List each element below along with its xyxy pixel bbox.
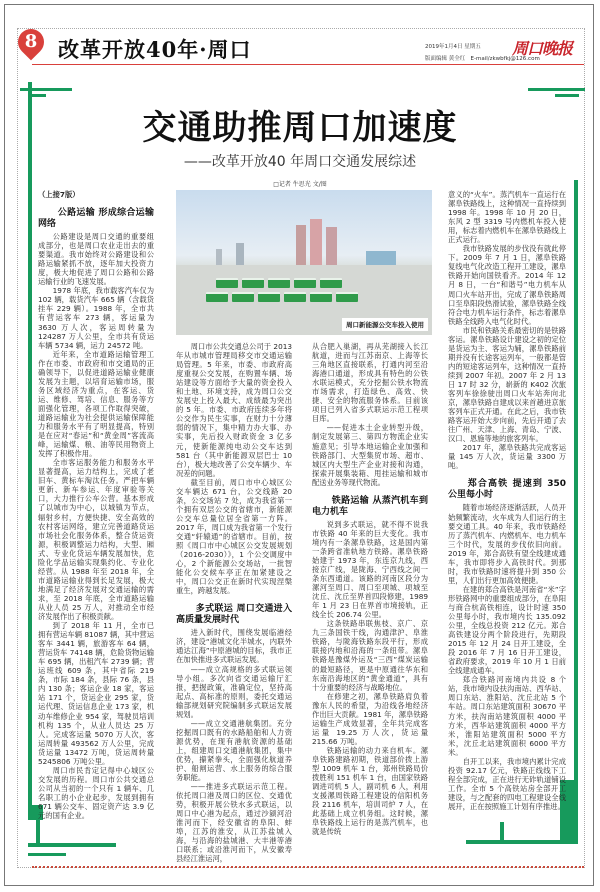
paragraph: ——推进多式联运示范工程。依托周口港及周口的区位、交通优势，积极开展公铁水多式联运，以周口中心港为起点，通过沙颍河沿淮河而下，经安徽省的阜阳、蚌埠，江苏的淮安，从江苏盐城入海，与沿海的盐城港、大丰港等港口联系；或沿淮河而下，从安徽寿县经江淮运河，: [176, 782, 292, 864]
paragraph: 这条铁路串联焦枝、京广、京九三条国铁干线，沟通津沪、阜淮铁路，与陇海铁路东段平行，形成联接内地和沿海的一条纽带。漯阜铁路是豫煤外运及“三西”煤炭运输的最短路径，更是中原通往华东和东南沿海地区的“黄金通道”，具有十分重要的经济与战略地位。: [312, 619, 428, 692]
right-green-bar: [574, 180, 578, 780]
continued-note: （上接7版）: [38, 190, 80, 199]
footer-rule: [32, 866, 584, 870]
bottom-left-deco-4: [36, 820, 40, 843]
title-deco-right-2: [555, 94, 579, 97]
issue-date: 2019年1月4日 星期五: [425, 44, 481, 50]
bottom-left-deco-2: [28, 843, 116, 847]
paragraph: 周口市民肯定记得中心城区公交发展的历程。周口市公共交通总公司从当初的一个只有 1 辆车、几名职工的小企业起步，发展到拥有 671 辆公交车、固定资产达 3.9 亿元的国有企业。: [38, 765, 154, 821]
bottom-right-deco: [466, 840, 578, 844]
paragraph: 1978 年底，我市载客汽车仅为102 辆，载货汽车 665 辆（含载货挂车 229 辆）。1988 年，全市共有营运客车 273 辆，客运量为 3630 万人次，客运周转量为 124287 万人公里，全市共有货运车辆 5734 辆，运力 24572 吨。: [38, 286, 154, 350]
left-green-bar: [28, 82, 32, 820]
header-rule: [32, 64, 584, 65]
paragraph: 到了 2018 年 11 月，全市已拥有营运车辆 81087 辆，其中营运客车 3441 辆，旅游客车 64 辆，营运货车 74148 辆，危险货物运输车 695 辆，出租汽车 2739 辆；营运班线 609 条，其中省际 219 条，市际 184 条，县际 76 条，县内 130 条；客运企业 18 家，客运站 171 个，货运企业 295 家，货运代理、货运信息企业 173 家，机动车维修企业 954 家，驾驶员培训机构 135 个，从业人员达 25 万人。完成客运量 5070 万人次，客运周转量 493562 万人公里，完成货运量 13472 万吨，货运周转量 5245806 万吨公里。: [38, 621, 154, 766]
section-heading: 郑合高铁 提速到 350 公里每小时: [448, 479, 566, 501]
photo-caption: 周口新能源公交车投入使用: [342, 318, 428, 331]
section-heading: 公路运输 形成综合运输网络: [38, 208, 154, 230]
paragraph: 郑合铁路河南境内共设 8 个站，我市境内设扶沟南站、西华站、周口东站、淮阳站、沈丘北站 5 个车站。周口东站建筑面积 30670 平方米，扶沟南站建筑面积 4000 平方米，西华站建筑面积 4000 平方米，淮阳站建筑面积 5000 平方米，沈丘北站建筑面积 6000 平方米。: [448, 675, 566, 757]
paragraph: 周口市公共交通总公司于 2013 年从市城市管理局移交市交通运输局管理。5 年来，市委、市政府高度重视公交发展，在购置车辆、场站建设等方面给予大量的资金投入和土地、环境支持，成为周口公交发展史上投入最大、成绩最为突出的 5 年。市委、市政府连续多年将公交作为民生实事，在财力十分薄弱的情况下，集中精力办大事、办实事，先后投入财政资金 3 亿多元，使新能源纯电动公交车达到 581 台（其中新能源双层巴士 10 台），极大地改善了公交车辆少、车况差的问题。: [176, 342, 292, 478]
headline: 交通助推周口加速度: [142, 108, 458, 148]
article-column-3: [312, 342, 428, 836]
editor-name: 版面编辑 黄全红: [425, 56, 466, 62]
paragraph: 近年来，全市道路运输管理工作在市委、市政府和市交通局的正确领导下，以促进道路运输业健康发展为主题，以培育运输市场，服务区域经济为重点，在客运、货运、维修、驾培、信息、服务等方面强化管理，各项工作取得突破，道路运输业为社会提供运输保障能力和服务水平有了明显提高，特别是在应对“春运”和“黄金周”客流高峰，运输煤、粮、油等民用物资上发挥了积极作用。: [38, 349, 154, 459]
paragraph: 铁路运输的动力来自机车。漯阜铁路建路初期，铁道部价拨上游型 1009 机车 1 台，郑州铁路局价拨胜利 151 机车 1 台，由国家铁路调进司机 5 人，副司机 6 人，利用支援漯周铁路工程建设的信阳机务段 2116 机车，培训司炉 7 人，在此基础上成立机务组。这时候，漯阜铁路线上运行的是蒸汽机车，也就是传统: [312, 745, 428, 837]
paragraph: 我市铁路发展的步伐没有就此停下。2009 年 7 月 1 日，漯阜铁路复线电气化改造工程开工建设，漯阜铁路开始向国铁看齐。2014 年 12 月 8 日，一台“和谐号”电力机车从周口火车站开出，完成了漯阜铁路周口至阜阳段热滑试验，漯阜铁路全线符合电力机车运行条件，标志着漯阜铁路全线跨入电气化时代。: [448, 244, 566, 326]
byline: □记者 牛思光 文/图: [273, 181, 327, 188]
section-title: 改革开放40年·周口: [58, 37, 252, 62]
article-column-4: [448, 190, 566, 811]
title-deco-left: [20, 88, 72, 91]
editor-email: E-mail/zkwbfkj@126.com: [470, 56, 540, 62]
paragraph: ——促进本土企业转型升级，制定发展第三、第四方物流企业实施意见；引导本地运输企业加强和铁路部门、大型集贸市场、超市、城区内大型生产企业对接和沟通，探索开展集装箱、甩挂运输和城市配送业务等现代物流。: [312, 423, 428, 487]
subheadline: ——改革开放40 年周口交通发展综述: [183, 154, 417, 170]
paragraph: 2017 年，漯阜铁路共完成客运量 145 万人次，货运量 3300 万吨。: [448, 443, 566, 471]
paragraph: 全市客运服务能力和服务水平显著提高，运力结构上，完成了老旧车、黄标车淘汰任务。严把车辆更新、新车参运、年度审验等关口，大力推行公车公营。基本形成了以城市为中心，以城镇为节点，辐射乡村，方便快捷、安全高效的农村客运网络，建立完善道路货运市场社会化服务体系，整合货运资源，积极调整运力结构，大型、厢式、专业化货运车辆发展加快，危险化学品运输实现集约化、专业化经营。从 1988 年至 2018 年，全市道路运输业得到长足发展，极大地满足了经济发展对交通运输的需求，至 2018 年底，全市道路运输从业人员 25 万人，对推动全市经济发展作出了积极贡献。: [38, 458, 154, 622]
article-column-2: [176, 342, 292, 864]
paragraph: 进入新时代，围绕发展临港经济，建设“港城文化半城水，内联外通达江海”中原港城的目标，我市正在加快推进多式联运发展。: [176, 628, 292, 665]
section-heading: 铁路运输 从蒸汽机车到电力机车: [312, 495, 428, 517]
paragraph: 截至目前，周口市中心城区公交车辆达 671 台，公交线路 20 条，公交场站 7 处，成为我省第一个拥有双层公交的省辖市，新能源公交车总量位居全省第一方阵。2017 年，周口成为我省第一个发行交通“轩辕通”的省辖市。目前，按照《周口市中心城区公交发展规划（2016-2030）》，1 个公交调度中心，2 个新能源公交场站，一批智能化公交候车亭正在加紧建设之中，周口公交正在新时代实现涅槃重生，跨越发展。: [176, 477, 292, 596]
paragraph: 在修建之初，漯阜铁路肩负着豫东人民的希望，为沿线各地经济作出巨大贡献。1981 年，漯阜铁路运输生产成效显著，全年共完成客运量 19.25 万人次，货运量 215.66 万吨。: [312, 691, 428, 746]
page-number: 8: [24, 31, 38, 52]
title-deco-right: [528, 88, 585, 91]
paragraph: 自开工以来，我市境内累计完成投资 92.17 亿元，铁路正线线下工程全部完成，正在进行无砟轨道铺设工作。全市 5 个高铁站房全部开工建设，与之配套的四电工程建设全线展开，正在按照施工计划有序推进。: [448, 756, 566, 811]
paragraph: 市民和铁路关系最密切的是铁路客运。漯阜铁路设计建设之初的定位是货运为主、客运为辅，漯阜铁路前期并没有长途客运列车，一般都是管内的短途客运列车，这种情况一直持续到 2007 年初。2007 年 2 月 13 日 17 时 32 分，崭新的 K402 次旅客列车徐徐驶出周口火车站奔向北京，漯阜铁路自建成以来首趟进京旅客列车正式开通。在此之后，我市铁路客运开始大步向前，先后开通了去往广州、天津、上海、青岛、宁波、汉口、恩施等地的旅客列车。: [448, 325, 566, 444]
section-heading: 多式联运 周口交通进入高质量发展时代: [176, 604, 292, 626]
paragraph: ——成立交通港航集团。充分挖掘周口既有的水路船舶和人力资源优势，在现有港航资源的基础上，组建周口交通港航集团，集中优势，攥紧拳头，全面强化航道养护、船闸运营、水上服务的综合服务职能。: [176, 718, 292, 783]
article-photo: [176, 190, 432, 335]
article-column-1: [38, 190, 154, 820]
paragraph: 在建的郑合高铁是河南省“米”字形铁路网中的重要组成部分，在阜阳与商合杭高铁相连，设计时速 350 公里每小时，我市境内长 135.092 公里，全线总投资 212 亿元。郑合高铁建设分两个阶段进行，先期段 2015 年 12 月 24 日开工建设，全段 2016 年 7 月 16 日开工建设，省政府要求，2019 年 10 月 1 日前全线建成通车。: [448, 584, 566, 676]
paragraph: 公路建设是周口交通的重要组成部分，也是周口农业走出去的重要渠道。我市始终对公路建设和公路运输紧抓不放，逐年加大投资力度，极大地促进了周口公路和公路运输行业的飞速发展。: [38, 232, 154, 287]
paragraph: ——成立高规格的多式联运领导小组。多次向省交通运输厅汇报，把握政策，准确定位，坚持高起点、高标准的原则，委托交通运输部规划研究院编制多式联运发展规划。: [176, 664, 292, 719]
bottom-right-deco-2: [500, 822, 504, 840]
newspaper-logo: 周口晚报: [512, 39, 573, 58]
paragraph: 意义的“火车”。蒸汽机车一直运行在漯阜铁路线上，这种情况一直持续到 1998 年。1998 年 10 月 20 日，东风 2 型 3319 号内燃机车投入使用，标志着内燃机车在漯阜铁路线上正式运行。: [448, 190, 566, 245]
title-deco-left-2: [28, 94, 46, 97]
paragraph: 从合肥入巢湖，再从芜湖接入长江航道，进而与江苏南京、上海等长三角地区直接联系，打通内河至沿海港口通道，形成具有特色的公铁水联运模式，充分挖掘公铁水物流市场需求，打造绿色、高效、快捷、安全的物流服务体系。目前该项目已列入省多式联运示范工程项目库。: [312, 342, 428, 424]
paragraph: 随着市场经济逐渐活跃，人员开始频繁流动，火车成为人们运行的主要交通工具。40 年来，我市铁路经历了蒸汽机车、内燃机车、电力机车三个时代，发展的步伐依旧向前。2019 年，郑合高铁有望全线建成通车，我市即将步入高铁时代。到那时，我市铁路时速将提升到 350 公里，人们出行更加高效便捷。: [448, 503, 566, 585]
bottom-left-deco-3: [28, 853, 66, 856]
paragraph: 说到多式联运，就不得不说我市铁路 40 年来的巨大变化。我市境内有一条漯阜铁路，这是国内第一条跨省准轨地方铁路。漯阜铁路始建于 1973 年，东连京九线，西接京广线，是陇海、宁西线之间一条东西通道。该路的河南区段分为漯河至周口、周口至项城、项城至沈丘、沈丘至界首四段修建，1989 年 1 月 23 日在界首市境接轨，正线全长 206.74 公里。: [312, 519, 428, 620]
